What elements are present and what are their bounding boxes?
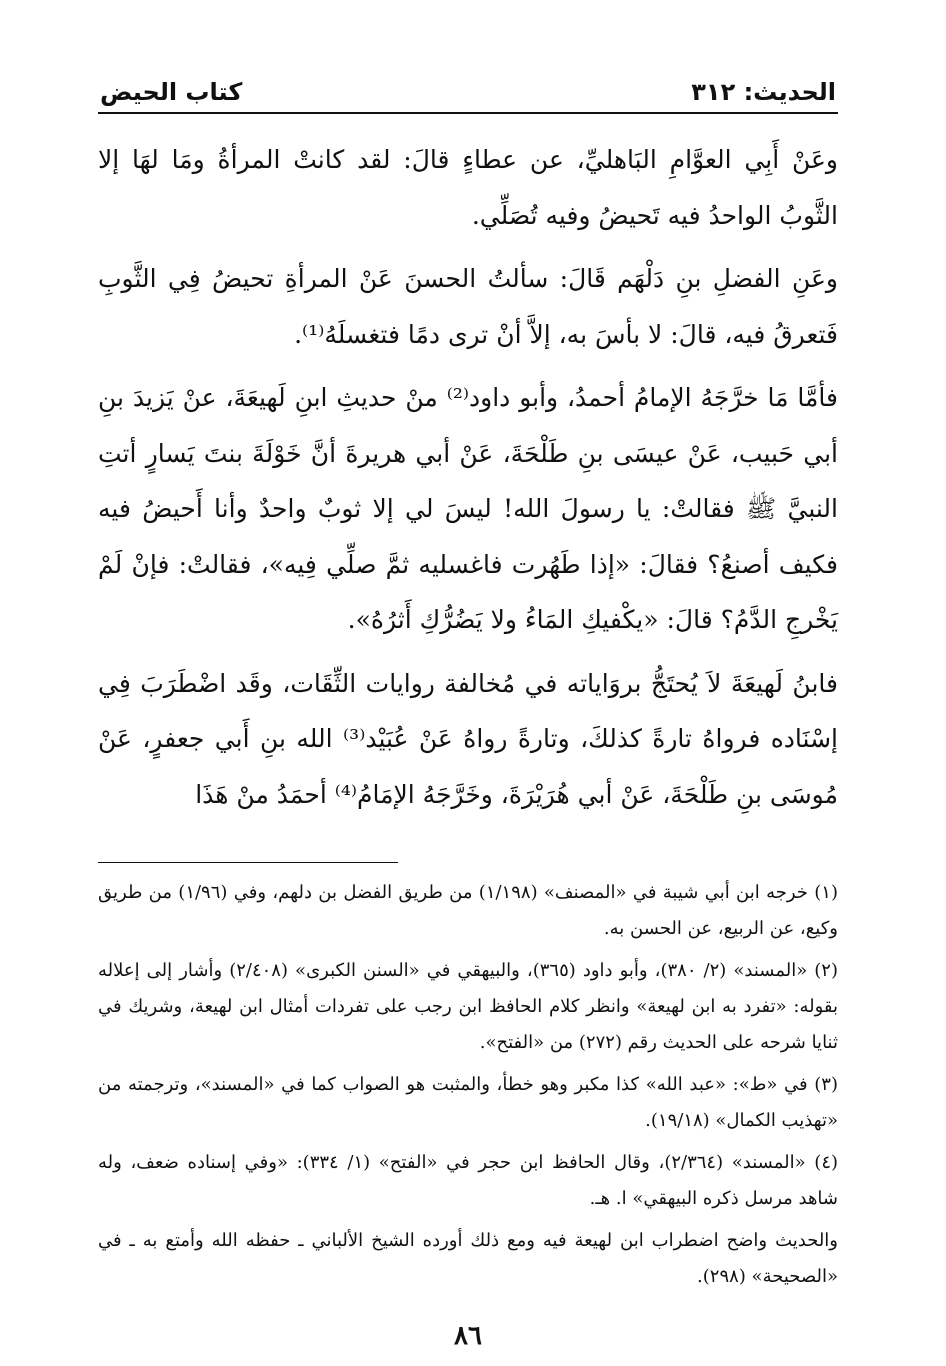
main-text xyxy=(98,132,838,822)
book-page xyxy=(98,62,838,1366)
footnote: والحديث واضح اضطراب ابن لهيعة فيه ومع ذلك أورده الشيخ الألباني ـ حفظه الله وأمتع به ـ في «الصحيحة» (٢٩٨). xyxy=(98,1230,838,1287)
footnote: (٤) «المسند» (٢/٣٦٤)، وقال الحافظ ابن حجر في «الفتح» (١/ ٣٣٤): «وفي إسناده ضعف، وله شاهد مرسل ذكره البيهقي» ا. هـ. xyxy=(98,1152,839,1209)
footnote: (١) خرجه ابن أبي شيبة في «المصنف» (١/١٩٨) من طريق الفضل بن دلهم، وفي (١/٩٦) من طريق وكيع، عن الربيع، عن الحسن به. xyxy=(98,882,838,939)
paragraph: فابنُ لَهيعَةَ لاَ يُحتَجُّ بروَاياته في مُخالفة روايات الثِّقَات، وقَد اضْطَرَبَ فِي إسْنَاده فرواهُ تارةً كذلكَ، وتارةً رواهُ عَنْ عُبَيْد⁽³⁾ الله بنِ أَبي جعفرٍ، عَنْ مُوسَى بنِ طَلْحَةَ، عَنْ أبي هُرَيْرَةَ، وخَرَّجَهُ الإمَامُ⁽⁴⁾ أحمَدُ منْ هَذَا xyxy=(98,668,838,809)
running-header xyxy=(98,62,838,114)
footnote: (٢) «المسند» (٢/ ٣٨٠)، وأبو داود (٣٦٥)، والبيهقي في «السنن الكبرى» (٢/٤٠٨) وأشار إلى إعلاله بقوله: «تفرد به ابن لهيعة» وانظر كلام الحافظ ابن رجب على تفردات أمثال ابن لهيعة، وشريك في ثنايا شرحه على الحديث رقم (٢٧٢) من «الفتح». xyxy=(98,960,838,1053)
footnote: (٣) في «ط»: «عبد الله» كذا مكبر وهو خطأ، والمثبت هو الصواب كما في «المسند»، وترجمته من «تهذيب الكمال» (١٩/١٨). xyxy=(98,1074,838,1131)
header-chapter-title: كتاب الحيض xyxy=(100,78,243,106)
footnote-divider xyxy=(98,862,398,863)
header-hadith-number: الحديث: ٣١٢ xyxy=(691,78,836,106)
footnotes xyxy=(98,875,838,1295)
paragraph: وعَنْ أَبِي العوَّامِ البَاهليِّ، عن عطاءٍ قالَ: لقد كانتْ المرأةُ ومَا لهَا إلا الثَّوبُ الواحدُ فيه تَحيضُ وفيه تُصَلِّي. xyxy=(98,145,838,230)
paragraph: فأمَّا مَا خرَّجَهُ الإمامُ أحمدُ، وأبو داود⁽²⁾ منْ حديثِ ابنِ لَهيعَةَ، عنْ يَزيدَ بنِ أبي حَبيب، عَنْ عيسَى بنِ طَلْحَةَ، عَنْ أبي هريرةَ أنَّ خَوْلَةَ بنتَ يَسارٍ أتتِ النبيَّ ﷺ فقالتْ: يا رسولَ الله! ليسَ لي إلا ثوبٌ واحدٌ وأنا أَحيضُ فيه فكيف أصنعُ؟ فقالَ: «إذا طَهُرت فاغسليه ثمَّ صلِّي فِيه»، فقالتْ: فإنْ لَمْ يَخْرجِ الدَّمُ؟ قالَ: «يكْفيكِ المَاءُ ولا يَضُرُّكِ أَثرُهُ». xyxy=(98,383,838,634)
page-number: ٨٦ xyxy=(454,1321,482,1351)
paragraph: وعَنِ الفضلِ بنِ دَلْهَم قَالَ: سألتُ الحسنَ عَنْ المرأةِ تحيضُ فِي الثَّوبِ فَتعرقُ فيه، قالَ: لا بأسَ به، إلاَّ أنْ ترى دمًا فتغسلَهُ⁽¹⁾. xyxy=(98,264,838,349)
